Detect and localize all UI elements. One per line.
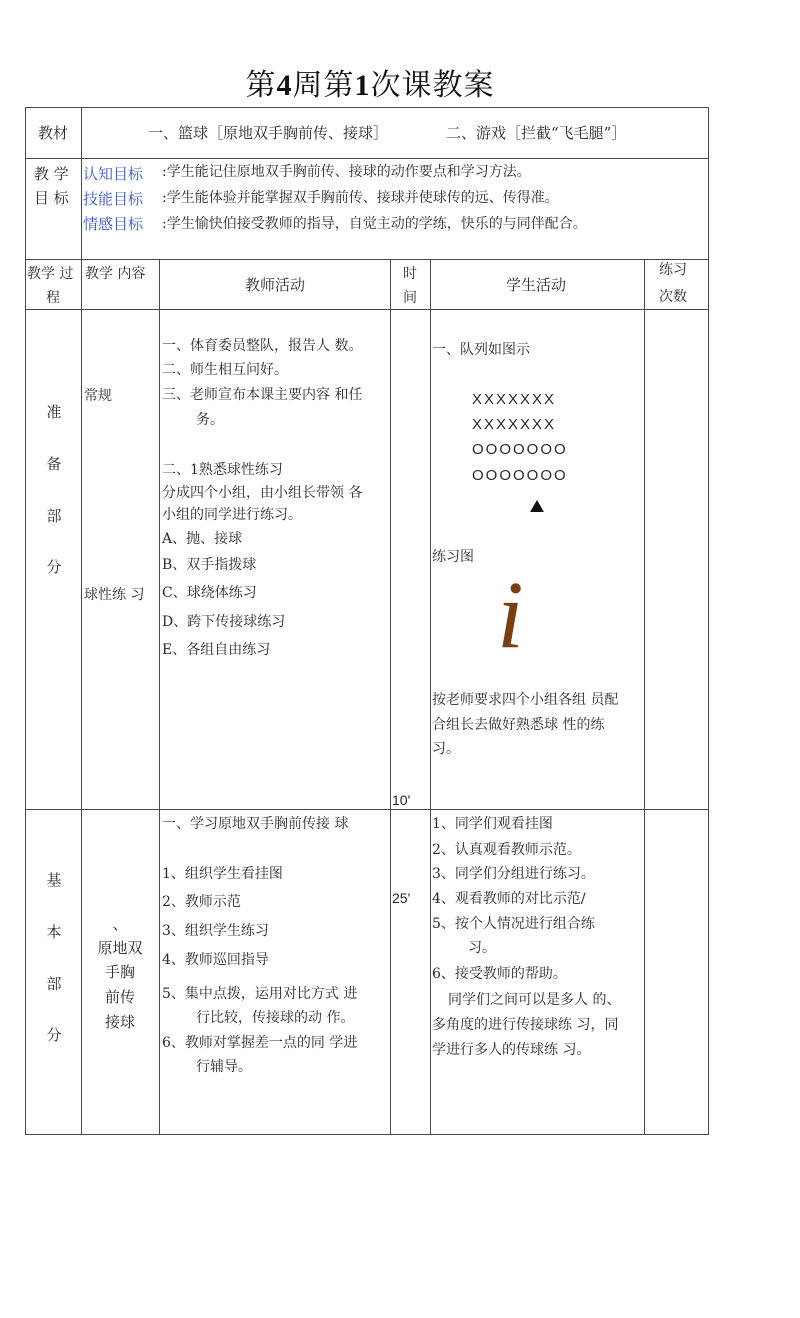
- basic-section-char: 基: [46, 871, 62, 889]
- formation-row: XXXXXXX: [472, 391, 557, 408]
- basic-teacher-line: 行比较，传接球的动 作。: [196, 1010, 355, 1026]
- header-time-1: 时: [403, 266, 417, 282]
- header-process-2: 程: [46, 290, 60, 306]
- basic-student-line: 1、同学们观看挂图: [432, 816, 553, 832]
- prep-student-line: 合组长去做好熟悉球 性的练: [432, 717, 605, 733]
- header-count-1: 练习: [659, 262, 687, 278]
- prep-student-line: 习。: [432, 741, 460, 757]
- prep-time: 10': [392, 792, 411, 808]
- materials-item-basketball: 一、篮球［原地双手胸前传、接球］: [148, 124, 389, 142]
- goal-text-cognitive: :学生能记住原地双手胸前传、接球的动作要点和学习方法。: [162, 164, 531, 180]
- prep-teacher-line: 务。: [196, 412, 224, 428]
- goal-text-skill: :学生能体验并能掌握双手胸前传、接球并使球传的远、传得准。: [162, 190, 559, 206]
- basic-student-line: 2、认真观看教师示范。: [432, 842, 581, 858]
- basic-content-line: 手胸: [104, 963, 135, 981]
- header-teacher: 教师活动: [245, 276, 306, 294]
- prep-section-char: 部: [46, 507, 62, 525]
- rule-process-col: [81, 259, 82, 1135]
- goal-name-cognitive: 认知目标: [83, 165, 144, 183]
- practice-chart-figure: i: [497, 561, 524, 668]
- rule-bottom: [25, 1134, 709, 1135]
- rule-teacher-col: [390, 259, 391, 1135]
- prep-section-char: 准: [46, 403, 62, 421]
- rule-label-col: [81, 107, 82, 259]
- basic-content-line: 原地双: [97, 939, 143, 957]
- prep-teacher-line: 二、1熟悉球性练习: [162, 462, 283, 478]
- basic-student-line: 多角度的进行传接球练 习，同: [432, 1017, 619, 1033]
- basic-student-line: 3、同学们分组进行练习。: [432, 866, 595, 882]
- goal-text-affective: :学生愉快伯接受教师的指导，自觉主动的学练，快乐的与同伴配合。: [162, 216, 587, 232]
- basic-content-line: 接球: [104, 1013, 135, 1031]
- prep-teacher-line: 一、体育委员整队，报告人 数。: [162, 338, 363, 354]
- materials-item-game: 二、游戏［拦截“飞毛腿”］: [446, 124, 627, 142]
- header-count-2: 次数: [659, 289, 687, 305]
- basic-teacher-line: 2、教师示范: [162, 894, 241, 910]
- rule-time-col: [430, 259, 431, 1135]
- prep-student-heading: 一、队列如图示: [432, 342, 530, 358]
- basic-student-line: 4、观看教师的对比示范/: [432, 891, 586, 907]
- basic-section-char: 本: [46, 923, 62, 941]
- rule-right: [708, 107, 709, 1135]
- practice-chart-label: 练习图: [432, 549, 474, 565]
- header-time-2: 间: [403, 290, 417, 306]
- goals-label-top: 教 学: [34, 165, 69, 183]
- basic-teacher-line: 3、组织学生练习: [162, 923, 269, 939]
- basic-teacher-line: 4、教师巡回指导: [162, 952, 269, 968]
- prep-section-char: 分: [46, 558, 62, 576]
- goal-name-affective: 情感目标: [83, 215, 144, 233]
- rule-left: [25, 107, 26, 1135]
- basic-teacher-line: 5、集中点拨，运用对比方式 进: [162, 986, 358, 1002]
- prep-student-line: 按老师要求四个小组各组 员配: [432, 692, 619, 708]
- basic-student-line: 同学们之间可以是多人 的、: [448, 992, 621, 1008]
- rule-row1: [25, 158, 709, 159]
- formation-row: OOOOOOO: [472, 441, 568, 458]
- header-process-1: 教学 过: [27, 266, 74, 282]
- rule-content-col: [159, 259, 160, 1135]
- prep-teacher-line: 分成四个小组，由小组长带领 各: [162, 485, 363, 501]
- basic-teacher-line: 行辅导。: [196, 1059, 252, 1075]
- goals-label-bottom: 目 标: [34, 189, 69, 207]
- prep-teacher-line: 三、老师宣布本课主要内容 和任: [162, 387, 363, 403]
- prep-teacher-line: D、跨下传接球练习: [162, 614, 286, 630]
- prep-teacher-line: 小组的同学进行练习。: [162, 507, 302, 523]
- rule-row2: [25, 259, 709, 260]
- prep-teacher-line: A、抛、接球: [162, 531, 243, 547]
- basic-section-char: 分: [46, 1026, 62, 1044]
- basic-teacher-line: 1、组织学生看挂图: [162, 866, 283, 882]
- basic-content-line: 前传: [104, 988, 135, 1006]
- header-content: 教学 内容: [85, 266, 146, 282]
- goal-name-skill: 技能目标: [83, 190, 144, 208]
- prep-content-ball-drills: 球性练 习: [84, 587, 145, 603]
- page-title: 第4周第1次课教案: [245, 68, 495, 103]
- prep-teacher-line: C、球绕体练习: [162, 585, 257, 601]
- prep-content-routine: 常规: [84, 388, 112, 404]
- basic-content-line: 、: [112, 915, 128, 933]
- formation-row: OOOOOOO: [472, 467, 568, 484]
- basic-section-char: 部: [46, 975, 62, 993]
- materials-label: 教材: [38, 124, 69, 142]
- rule-student-col: [644, 259, 645, 1135]
- header-student: 学生活动: [506, 276, 567, 294]
- basic-student-line: 5、按个人情况进行组合练: [432, 916, 595, 932]
- basic-teacher-line: 一、学习原地双手胸前传接 球: [162, 816, 349, 832]
- basic-time: 25': [392, 890, 411, 906]
- basic-teacher-line: 6、教师对掌握差一点的同 学进: [162, 1035, 358, 1051]
- basic-student-line: 习。: [468, 940, 496, 956]
- prep-teacher-line: 二、师生相互问好。: [162, 362, 288, 378]
- formation-row: XXXXXXX: [472, 416, 557, 433]
- teacher-position-marker: [530, 500, 544, 512]
- rule-header: [25, 309, 709, 310]
- rule-top: [25, 107, 709, 108]
- prep-teacher-line: E、各组自由练习: [162, 642, 271, 658]
- prep-section-char: 备: [46, 455, 62, 473]
- prep-teacher-line: B、双手指拨球: [162, 557, 257, 573]
- basic-student-line: 6、接受教师的帮助。: [432, 966, 567, 982]
- rule-prep: [25, 809, 709, 810]
- basic-student-line: 学进行多人的传球练 习。: [432, 1042, 591, 1058]
